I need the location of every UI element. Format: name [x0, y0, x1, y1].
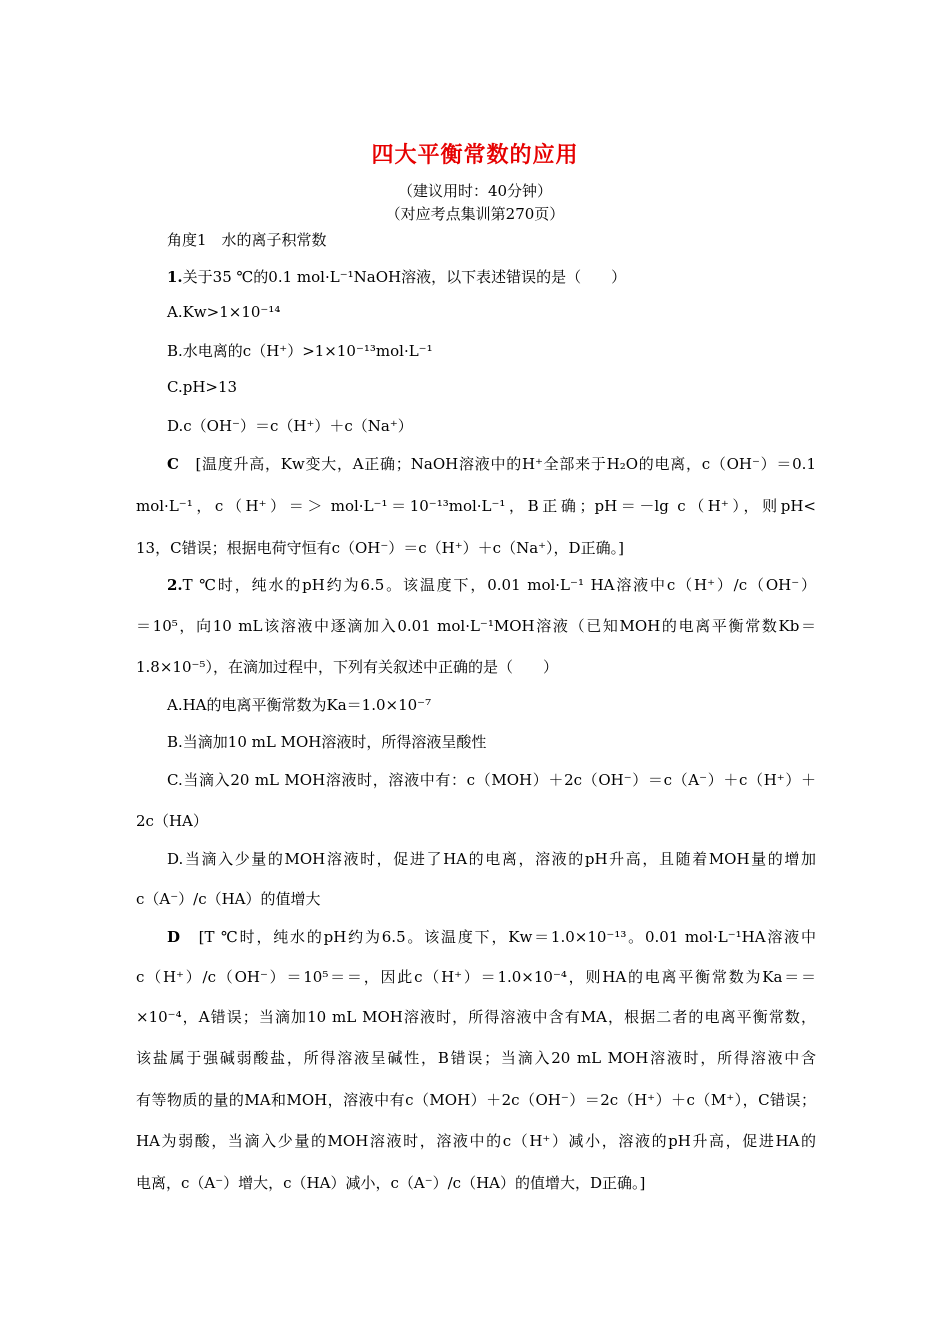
- q2-explanation-line-7: 电离，c（A⁻）增大，c（HA）减小，c（A⁻）/c（HA）的值增大，D正确。]: [136, 1174, 646, 1192]
- q2-stem-line-3: 1.8×10⁻⁵），在滴加过程中，下列有关叙述中正确的是（ ）: [136, 658, 558, 676]
- q1-explanation-line-2: mol·L⁻¹，c（H⁺）＝＞ mol·L⁻¹＝10⁻¹³mol·L⁻¹，B正确；pH＝－lg c（H⁺），则pH<: [136, 497, 816, 515]
- q2-stem-line-2: ＝10⁵，向10 mL该溶液中逐滴加入0.01 mol·L⁻¹MOH溶液（已知MOH的电离平衡常数Kb＝: [136, 617, 816, 635]
- suggested-time: （建议用时：40分钟）: [397, 182, 553, 200]
- page-title: 四大平衡常数的应用: [371, 142, 579, 168]
- q2-explanation-line-2: c（H⁺）/c（OH⁻）＝10⁵＝＝，因此c（H⁺）＝1.0×10⁻⁴，则HA的电离平衡常数为Ka＝＝: [136, 968, 816, 986]
- q2-answer: D: [167, 928, 181, 946]
- q1-stem: 关于35 ℃的0.1 mol·L⁻¹NaOH溶液，以下表述错误的是（ ）: [182, 268, 627, 286]
- q2-explanation-text-1: [T ℃时，纯水的pH约为6.5。该温度下，Kw＝1.0×10⁻¹³。0.01 mol·L⁻¹HA溶液中: [198, 928, 816, 946]
- q2-option-a: A.HA的电离平衡常数为Ka＝1.0×10⁻⁷: [167, 696, 432, 714]
- q2-stem-line-1: [167, 574, 816, 595]
- q2-option-c-line-1: C.当滴入20 mL MOH溶液时，溶液中有：c（MOH）＋2c（OH⁻）＝c（A⁻）＋c（H⁺）＋: [167, 771, 816, 789]
- q2-option-c-line-2: 2c（HA）: [136, 812, 208, 830]
- q2-stem-text-1: T ℃时，纯水的pH约为6.5。该温度下，0.01 mol·L⁻¹ HA溶液中c（H⁺）/c（OH⁻）: [182, 576, 816, 594]
- q1-number: 1.: [167, 268, 183, 286]
- q1-explanation-line-1: [167, 453, 816, 474]
- q1-option-c: C.pH>13: [167, 378, 238, 396]
- q1-explanation-line-3: 13，C错误；根据电荷守恒有c（OH⁻）＝c（H⁺）＋c（Na⁺），D正确。]: [136, 539, 624, 557]
- q2-explanation-line-5: 有等物质的量的MA和MOH，溶液中有c（MOH）＋2c（OH⁻）＝2c（H⁺）＋c（M⁺），C错误；: [136, 1091, 816, 1109]
- q1-stem-line: [167, 266, 626, 287]
- q1-option-a: A.Kw>1×10⁻¹⁴: [167, 303, 281, 321]
- section-heading: 角度1 水的离子积常数: [167, 231, 327, 249]
- q2-explanation-line-6: HA为弱酸，当滴入少量的MOH溶液时，溶液中的c（H⁺）减小，溶液的pH升高，促进HA的: [136, 1132, 816, 1150]
- q2-option-b: B.当滴加10 mL MOH溶液时，所得溶液呈酸性: [167, 733, 487, 751]
- q1-option-d: D.c（OH⁻）＝c（H⁺）＋c（Na⁺）: [167, 417, 413, 435]
- q2-explanation-line-3: ×10⁻⁴，A错误；当滴加10 mL MOH溶液时，所得溶液中含有MA，根据二者的电离平衡常数，: [136, 1008, 816, 1026]
- q1-option-b: B.水电离的c（H⁺）>1×10⁻¹³mol·L⁻¹: [167, 342, 433, 360]
- q2-explanation-line-4: 该盐属于强碱弱酸盐，所得溶液呈碱性，B错误；当滴入20 mL MOH溶液时，所得溶液中含: [136, 1049, 816, 1067]
- q1-answer: C: [167, 455, 179, 473]
- q2-option-d-line-1: D.当滴入少量的MOH溶液时，促进了HA的电离，溶液的pH升高，且随着MOH量的增加: [167, 850, 816, 868]
- q1-explanation-text-1: [温度升高，Kw变大，A正确；NaOH溶液中的H⁺全部来于H₂O的电离，c（OH⁻）＝0.1: [195, 455, 816, 473]
- q2-number: 2.: [167, 576, 183, 594]
- page-reference: （对应考点集训第270页）: [385, 205, 565, 223]
- q2-option-d-line-2: c（A⁻）/c（HA）的值增大: [136, 890, 321, 908]
- q2-explanation-line-1: [167, 926, 816, 947]
